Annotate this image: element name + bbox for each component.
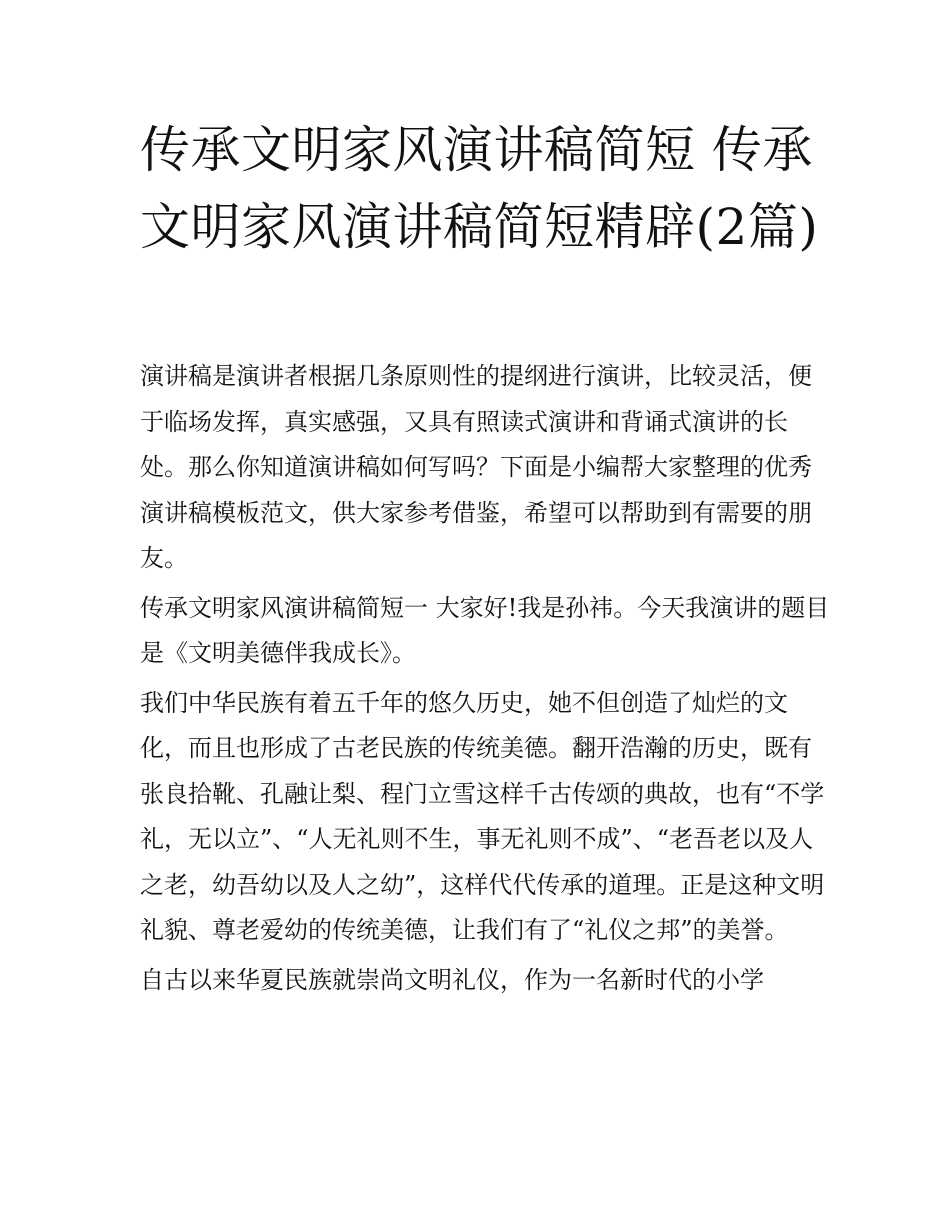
paragraph-history: 我们中华民族有着五千年的悠久历史，她不但创造了灿烂的文化，而且也形成了古老民族的传统美德。翻开浩瀚的历史，既有张良拾靴、孔融让梨、程门立雪这样千古传颂的典故，也有“不学礼，无以立”、“人无礼则不生，事无礼则不成”、“老吾老以及人之老，幼吾幼以及人之幼”，这样代代传承的道理。正是这种文明礼貌、尊老爱幼的传统美德，让我们有了“礼仪之邦”的美誉。 xyxy=(140,688,825,944)
document-body xyxy=(140,354,830,1007)
paragraph-intro: 演讲稿是演讲者根据几条原则性的提纲进行演讲，比较灵活，便于临场发挥，真实感强，又具有照读式演讲和背诵式演讲的长处。那么你知道演讲稿如何写吗？下面是小编帮大家整理的优秀演讲稿模板范文，供大家参考借鉴，希望可以帮助到有需要的朋友。 xyxy=(140,362,812,572)
document-title: 传承文明家风演讲稿简短 传承文明家风演讲稿简短精辟(2篇) xyxy=(140,121,819,256)
paragraph-speech-opening: 传承文明家风演讲稿简短一 大家好!我是孙祎。今天我演讲的题目是《文明美德伴我成长》。 xyxy=(140,593,830,667)
paragraph-etiquette: 自古以来华夏民族就崇尚文明礼仪，作为一名新时代的小学 xyxy=(140,965,764,994)
